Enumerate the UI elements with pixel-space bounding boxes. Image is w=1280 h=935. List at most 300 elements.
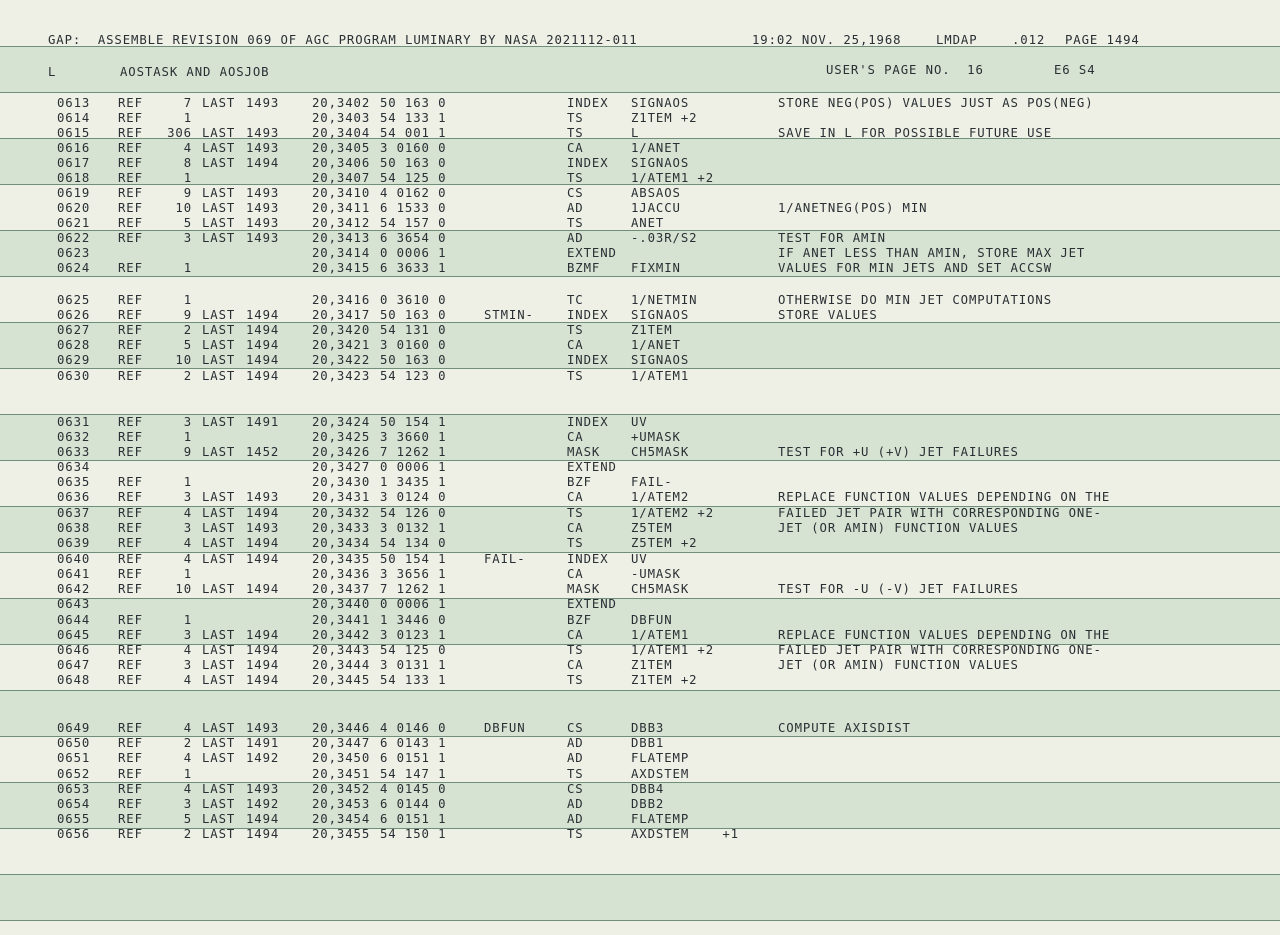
ref-count: 1 (183, 111, 192, 125)
label: STMIN- (484, 308, 534, 322)
last-page: 1494 (246, 308, 280, 322)
band-rule (0, 690, 1280, 691)
octal-code: 3 0123 1 (380, 628, 447, 642)
operand: L (631, 126, 640, 140)
operand: SIGNAOS (631, 353, 690, 367)
operand: FIXMIN (631, 261, 681, 275)
last-page: 1493 (246, 521, 280, 535)
listing-row (0, 369, 1280, 384)
opcode: EXTEND (567, 597, 617, 611)
memory-address: 20,3424 (312, 415, 371, 429)
ref-keyword: REF (118, 721, 143, 735)
operand: UV (631, 552, 648, 566)
operand: Z5TEM +2 (631, 536, 698, 550)
ref-count: 1 (183, 613, 192, 627)
last-keyword: LAST (202, 369, 236, 383)
comment: JET (OR AMIN) FUNCTION VALUES (778, 658, 1019, 672)
ref-keyword: REF (118, 445, 143, 459)
opcode: CA (567, 338, 584, 352)
memory-address: 20,3443 (312, 643, 371, 657)
line-number: 0625 (57, 293, 91, 307)
operand: DBB4 (631, 782, 665, 796)
last-keyword: LAST (202, 628, 236, 642)
comment: 1/ANETNEG(POS) MIN (778, 201, 928, 215)
octal-code: 54 001 1 (380, 126, 447, 140)
octal-code: 54 157 0 (380, 216, 447, 230)
line-number: 0633 (57, 445, 91, 459)
operand: 1JACCU (631, 201, 681, 215)
operand: 1/ATEM2 (631, 490, 690, 504)
last-keyword: LAST (202, 827, 236, 841)
ref-keyword: REF (118, 567, 143, 581)
section-title: AOSTASK AND AOSJOB (120, 65, 270, 79)
line-number: 0655 (57, 812, 91, 826)
memory-address: 20,3405 (312, 141, 371, 155)
ref-keyword: REF (118, 613, 143, 627)
last-keyword: LAST (202, 156, 236, 170)
opcode: AD (567, 231, 584, 245)
octal-code: 54 147 1 (380, 767, 447, 781)
print-timestamp: 19:02 NOV. 25,1968 (752, 33, 902, 47)
listing-row (0, 736, 1280, 751)
ref-keyword: REF (118, 96, 143, 110)
ref-count: 4 (183, 506, 192, 520)
ref-count: 9 (183, 186, 192, 200)
last-page: 1494 (246, 673, 280, 687)
last-keyword: LAST (202, 782, 236, 796)
ref-keyword: REF (118, 536, 143, 550)
memory-address: 20,3412 (312, 216, 371, 230)
opcode: EXTEND (567, 246, 617, 260)
opcode: TS (567, 369, 584, 383)
listing-row (0, 782, 1280, 797)
listing-row (0, 751, 1280, 766)
listing-row (0, 797, 1280, 812)
operand: 1/ATEM1 (631, 628, 690, 642)
opcode: TS (567, 536, 584, 550)
opcode: AD (567, 812, 584, 826)
last-keyword: LAST (202, 751, 236, 765)
last-page: 1494 (246, 369, 280, 383)
octal-code: 54 134 0 (380, 536, 447, 550)
ref-count: 10 (175, 582, 192, 596)
opcode: INDEX (567, 156, 609, 170)
octal-code: 4 0146 0 (380, 721, 447, 735)
line-number: 0640 (57, 552, 91, 566)
opcode: CA (567, 521, 584, 535)
last-page: 1494 (246, 156, 280, 170)
opcode: INDEX (567, 415, 609, 429)
comment: IF ANET LESS THAN AMIN, STORE MAX JET (778, 246, 1086, 260)
ref-count: 4 (183, 552, 192, 566)
line-number: 0616 (57, 141, 91, 155)
octal-code: 6 0143 1 (380, 736, 447, 750)
opcode: TS (567, 323, 584, 337)
comment: FAILED JET PAIR WITH CORRESPONDING ONE- (778, 506, 1102, 520)
last-page: 1493 (246, 201, 280, 215)
last-page: 1493 (246, 126, 280, 140)
ref-keyword: REF (118, 506, 143, 520)
ref-count: 7 (183, 96, 192, 110)
ref-keyword: REF (118, 475, 143, 489)
memory-address: 20,3436 (312, 567, 371, 581)
operand: 1/ATEM1 (631, 369, 690, 383)
last-page: 1493 (246, 721, 280, 735)
listing-row (0, 628, 1280, 643)
band-rule (0, 920, 1280, 921)
ref-keyword: REF (118, 658, 143, 672)
opcode: TC (567, 293, 584, 307)
last-keyword: LAST (202, 582, 236, 596)
band-rule (0, 874, 1280, 875)
listing-row (0, 156, 1280, 171)
label: FAIL- (484, 552, 526, 566)
opcode: AD (567, 797, 584, 811)
last-page: 1492 (246, 751, 280, 765)
memory-address: 20,3423 (312, 369, 371, 383)
line-number: 0646 (57, 643, 91, 657)
last-keyword: LAST (202, 231, 236, 245)
line-number: 0634 (57, 460, 91, 474)
last-keyword: LAST (202, 736, 236, 750)
memory-address: 20,3403 (312, 111, 371, 125)
paper-band (0, 874, 1280, 920)
memory-address: 20,3402 (312, 96, 371, 110)
octal-code: 3 3656 1 (380, 567, 447, 581)
memory-address: 20,3421 (312, 338, 371, 352)
ref-count: 4 (183, 721, 192, 735)
last-keyword: LAST (202, 552, 236, 566)
octal-code: 4 0162 0 (380, 186, 447, 200)
comment: VALUES FOR MIN JETS AND SET ACCSW (778, 261, 1053, 275)
last-keyword: LAST (202, 96, 236, 110)
memory-address: 20,3426 (312, 445, 371, 459)
line-number: 0629 (57, 353, 91, 367)
operand: AXDSTEM +1 (631, 827, 739, 841)
ref-keyword: REF (118, 141, 143, 155)
octal-code: 1 3435 1 (380, 475, 447, 489)
line-number: 0615 (57, 126, 91, 140)
listing-row (0, 111, 1280, 126)
line-number: 0642 (57, 582, 91, 596)
ref-keyword: REF (118, 369, 143, 383)
octal-code: 54 125 0 (380, 643, 447, 657)
opcode: TS (567, 171, 584, 185)
octal-code: 0 0006 1 (380, 597, 447, 611)
line-number: 0651 (57, 751, 91, 765)
operand: DBB2 (631, 797, 665, 811)
ref-keyword: REF (118, 111, 143, 125)
octal-code: 0 0006 1 (380, 246, 447, 260)
operand: SIGNAOS (631, 308, 690, 322)
memory-address: 20,3451 (312, 767, 371, 781)
listing-row (0, 261, 1280, 276)
comment: FAILED JET PAIR WITH CORRESPONDING ONE- (778, 643, 1102, 657)
user-page-number: USER'S PAGE NO. 16 (826, 63, 984, 77)
last-keyword: LAST (202, 721, 236, 735)
assembly-header: GAP: ASSEMBLE REVISION 069 OF AGC PROGRAM LUMINARY BY NASA 2021112-011 (48, 33, 638, 47)
ref-count: 9 (183, 445, 192, 459)
memory-address: 20,3430 (312, 475, 371, 489)
listing-row (0, 201, 1280, 216)
opcode: INDEX (567, 353, 609, 367)
ref-keyword: REF (118, 156, 143, 170)
last-page: 1493 (246, 490, 280, 504)
ref-keyword: REF (118, 673, 143, 687)
ref-keyword: REF (118, 552, 143, 566)
octal-code: 50 154 1 (380, 415, 447, 429)
comment: STORE NEG(POS) VALUES JUST AS POS(NEG) (778, 96, 1094, 110)
octal-code: 54 123 0 (380, 369, 447, 383)
octal-code: 3 0160 0 (380, 338, 447, 352)
last-page: 1494 (246, 323, 280, 337)
operand: FLATEMP (631, 812, 690, 826)
listing-row (0, 475, 1280, 490)
octal-code: 1 3446 0 (380, 613, 447, 627)
operand: Z1TEM (631, 658, 673, 672)
band-rule (0, 276, 1280, 277)
ref-count: 1 (183, 430, 192, 444)
last-keyword: LAST (202, 521, 236, 535)
last-keyword: LAST (202, 536, 236, 550)
memory-address: 20,3440 (312, 597, 371, 611)
octal-code: 54 133 1 (380, 111, 447, 125)
line-number: 0623 (57, 246, 91, 260)
operand: FLATEMP (631, 751, 690, 765)
listing-row (0, 141, 1280, 156)
listing-row (0, 308, 1280, 323)
line-number: 0653 (57, 782, 91, 796)
ref-keyword: REF (118, 186, 143, 200)
last-keyword: LAST (202, 415, 236, 429)
last-keyword: LAST (202, 490, 236, 504)
memory-address: 20,3407 (312, 171, 371, 185)
operand: ANET (631, 216, 665, 230)
module-name: LMDAP (936, 33, 978, 47)
opcode: CS (567, 782, 584, 796)
listing-row (0, 658, 1280, 673)
memory-address: 20,3452 (312, 782, 371, 796)
memory-address: 20,3454 (312, 812, 371, 826)
memory-address: 20,3422 (312, 353, 371, 367)
last-keyword: LAST (202, 812, 236, 826)
ref-count: 2 (183, 736, 192, 750)
last-page: 1493 (246, 231, 280, 245)
ref-keyword: REF (118, 582, 143, 596)
listing-row (0, 582, 1280, 597)
opcode: CA (567, 490, 584, 504)
octal-code: 3 3660 1 (380, 430, 447, 444)
page-number: PAGE 1494 (1065, 33, 1140, 47)
last-keyword: LAST (202, 141, 236, 155)
operand: 1/ATEM2 +2 (631, 506, 715, 520)
last-page: 1493 (246, 141, 280, 155)
listing-row (0, 643, 1280, 658)
listing-row (0, 430, 1280, 445)
octal-code: 7 1262 1 (380, 582, 447, 596)
last-page: 1494 (246, 353, 280, 367)
opcode: AD (567, 751, 584, 765)
ref-count: 4 (183, 536, 192, 550)
last-keyword: LAST (202, 797, 236, 811)
memory-address: 20,3446 (312, 721, 371, 735)
operand: Z1TEM +2 (631, 111, 698, 125)
opcode: TS (567, 673, 584, 687)
operand: -UMASK (631, 567, 681, 581)
memory-address: 20,3453 (312, 797, 371, 811)
ref-keyword: REF (118, 490, 143, 504)
ref-count: 4 (183, 673, 192, 687)
line-number: 0641 (57, 567, 91, 581)
listing-row (0, 767, 1280, 782)
ref-count: 3 (183, 415, 192, 429)
operand: FAIL- (631, 475, 673, 489)
listing-row (0, 506, 1280, 521)
ref-keyword: REF (118, 201, 143, 215)
module-suffix: .012 (1012, 33, 1046, 47)
opcode: AD (567, 201, 584, 215)
ref-count: 5 (183, 812, 192, 826)
ref-keyword: REF (118, 126, 143, 140)
comment: REPLACE FUNCTION VALUES DEPENDING ON THE (778, 490, 1111, 504)
ref-keyword: REF (118, 782, 143, 796)
opcode: BZF (567, 475, 592, 489)
listing-row (0, 613, 1280, 628)
octal-code: 50 163 0 (380, 308, 447, 322)
ref-keyword: REF (118, 827, 143, 841)
memory-address: 20,3442 (312, 628, 371, 642)
octal-code: 6 1533 0 (380, 201, 447, 215)
last-page: 1494 (246, 552, 280, 566)
ref-keyword: REF (118, 353, 143, 367)
listing-row (0, 673, 1280, 688)
ref-keyword: REF (118, 430, 143, 444)
comment: TEST FOR -U (-V) JET FAILURES (778, 582, 1019, 596)
operand: UV (631, 415, 648, 429)
line-number: 0632 (57, 430, 91, 444)
ref-count: 306 (167, 126, 192, 140)
last-page: 1494 (246, 812, 280, 826)
ref-keyword: REF (118, 216, 143, 230)
line-number: 0645 (57, 628, 91, 642)
line-number: 0631 (57, 415, 91, 429)
operand: -.03R/S2 (631, 231, 698, 245)
octal-code: 54 133 1 (380, 673, 447, 687)
memory-address: 20,3420 (312, 323, 371, 337)
octal-code: 7 1262 1 (380, 445, 447, 459)
last-page: 1494 (246, 628, 280, 642)
last-page: 1494 (246, 827, 280, 841)
octal-code: 54 126 0 (380, 506, 447, 520)
octal-code: 6 0144 0 (380, 797, 447, 811)
last-keyword: LAST (202, 643, 236, 657)
operand: SIGNAOS (631, 96, 690, 110)
ref-count: 10 (175, 201, 192, 215)
ref-count: 1 (183, 261, 192, 275)
opcode: INDEX (567, 552, 609, 566)
memory-address: 20,3415 (312, 261, 371, 275)
line-number: 0647 (57, 658, 91, 672)
ref-count: 1 (183, 767, 192, 781)
ref-keyword: REF (118, 767, 143, 781)
ref-keyword: REF (118, 338, 143, 352)
opcode: CA (567, 567, 584, 581)
line-number: 0626 (57, 308, 91, 322)
memory-address: 20,3450 (312, 751, 371, 765)
octal-code: 6 0151 1 (380, 751, 447, 765)
listing-row (0, 216, 1280, 231)
operand: 1/ATEM1 +2 (631, 643, 715, 657)
opcode: CA (567, 658, 584, 672)
octal-code: 54 131 0 (380, 323, 447, 337)
listing-row (0, 353, 1280, 368)
operand: 1/NETMIN (631, 293, 698, 307)
comment: JET (OR AMIN) FUNCTION VALUES (778, 521, 1019, 535)
memory-address: 20,3404 (312, 126, 371, 140)
listing-row (0, 293, 1280, 308)
listing-row (0, 567, 1280, 582)
listing-row (0, 460, 1280, 475)
opcode: INDEX (567, 96, 609, 110)
ref-count: 3 (183, 797, 192, 811)
opcode: TS (567, 643, 584, 657)
line-number: 0630 (57, 369, 91, 383)
listing-row (0, 231, 1280, 246)
operand: ABSAOS (631, 186, 681, 200)
octal-code: 0 3610 0 (380, 293, 447, 307)
operand: CH5MASK (631, 445, 690, 459)
memory-address: 20,3445 (312, 673, 371, 687)
memory-address: 20,3425 (312, 430, 371, 444)
memory-address: 20,3414 (312, 246, 371, 260)
memory-address: 20,3455 (312, 827, 371, 841)
last-keyword: LAST (202, 338, 236, 352)
opcode: MASK (567, 445, 601, 459)
line-number: 0650 (57, 736, 91, 750)
operand: 1/ATEM1 +2 (631, 171, 715, 185)
ref-count: 3 (183, 490, 192, 504)
line-number: 0643 (57, 597, 91, 611)
opcode: CA (567, 141, 584, 155)
listing-row (0, 552, 1280, 567)
listing-row (0, 827, 1280, 842)
opcode: AD (567, 736, 584, 750)
opcode: TS (567, 216, 584, 230)
listing-row (0, 445, 1280, 460)
line-number: 0622 (57, 231, 91, 245)
octal-code: 0 0006 1 (380, 460, 447, 474)
operand: 1/ANET (631, 338, 681, 352)
ref-count: 2 (183, 827, 192, 841)
memory-address: 20,3416 (312, 293, 371, 307)
ref-keyword: REF (118, 415, 143, 429)
octal-code: 4 0145 0 (380, 782, 447, 796)
ref-count: 2 (183, 369, 192, 383)
last-page: 1494 (246, 338, 280, 352)
last-keyword: LAST (202, 308, 236, 322)
memory-address: 20,3444 (312, 658, 371, 672)
opcode: BZMF (567, 261, 601, 275)
ref-count: 3 (183, 521, 192, 535)
comment: OTHERWISE DO MIN JET COMPUTATIONS (778, 293, 1053, 307)
label: DBFUN (484, 721, 526, 735)
ref-count: 9 (183, 308, 192, 322)
line-number: 0639 (57, 536, 91, 550)
line-number: 0619 (57, 186, 91, 200)
operand: DBB1 (631, 736, 665, 750)
octal-code: 6 3633 1 (380, 261, 447, 275)
paper-band (0, 920, 1280, 935)
